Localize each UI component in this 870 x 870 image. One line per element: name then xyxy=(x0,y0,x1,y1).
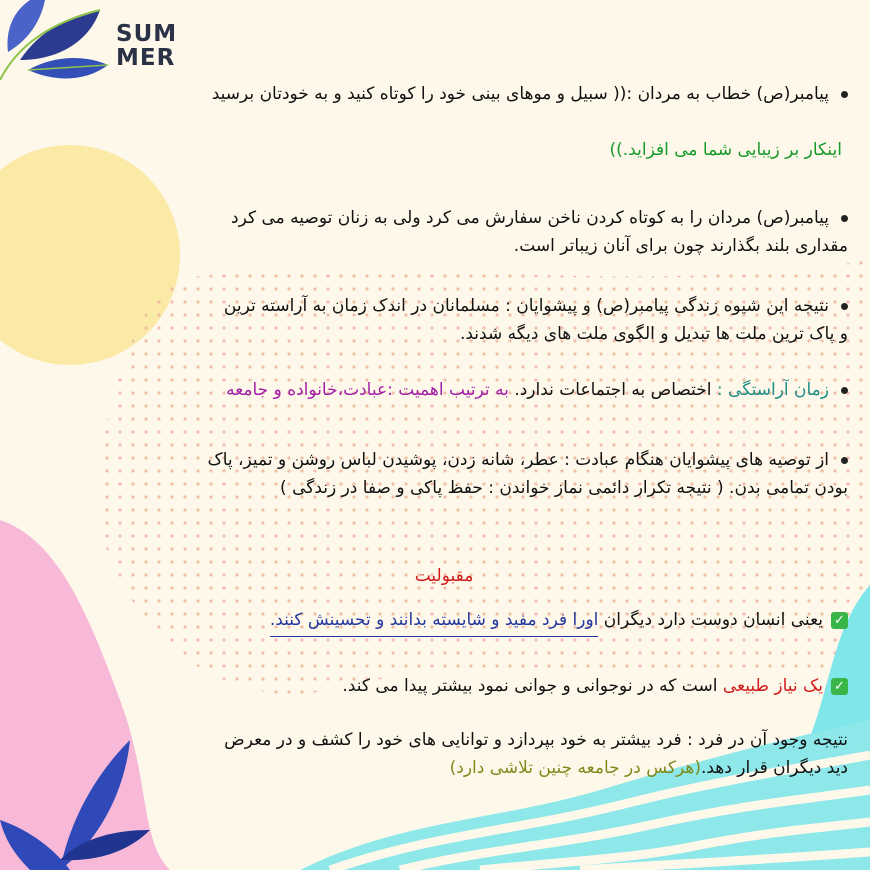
paragraph-2 xyxy=(40,204,848,260)
checklist-item-2-text: است که در نوجوانی و جوانی نمود بیشتر پیدا می کند. xyxy=(342,676,718,696)
section-title: مقبولیت xyxy=(414,566,474,586)
brand-logo xyxy=(116,22,177,70)
paragraph-1-text: پیامبر(ص) خطاب به مردان :(( سبیل و موهای بینی خود را کوتاه کنید و به خودتان برسید xyxy=(211,84,829,104)
paragraph-4 xyxy=(40,376,848,404)
paragraph-5-text: از توصیه های پیشوایان هنگام عبادت : عطر، شانه زدن، پوشیدن لباس روشن و تمیز، پاک xyxy=(207,450,829,470)
paragraph-3-line-1 xyxy=(40,292,848,320)
paragraph-3-text: نتیجه این شیوه زندگی پیامبر(ص) و پیشوایان : مسلمانان در اندک زمان به آراسته ترین xyxy=(223,296,829,316)
paragraph-4-label: زمان آراستگی : xyxy=(716,380,829,400)
brand-line-2: MER xyxy=(116,45,176,71)
paragraph-1-line-2: اینکار بر زیبایی شما می افزاید.)) xyxy=(609,140,842,160)
paragraph-5 xyxy=(40,446,848,502)
check-mark-icon: ✓ xyxy=(831,612,848,629)
bullet-icon xyxy=(841,457,848,464)
checklist-item-1 xyxy=(40,606,848,634)
check-mark-icon: ✓ xyxy=(831,678,848,695)
paragraph-6-line-1: نتیجه وجود آن در فرد : فرد بیشتر به خود بپردازد و توانایی های خود را کشف و در معرض xyxy=(224,730,848,750)
paragraph-1-line-1 xyxy=(40,80,848,108)
bullet-icon xyxy=(841,303,848,310)
bullet-icon xyxy=(841,387,848,394)
bullet-icon xyxy=(841,215,848,222)
paragraph-1 xyxy=(40,80,848,164)
checklist-item-1-text: یعنی انسان دوست دارد دیگران xyxy=(603,610,823,630)
bullet-icon xyxy=(841,91,848,98)
paragraph-6-highlight: (هرکس در جامعه چنین تلاشی دارد) xyxy=(449,758,701,778)
checklist-item-2-highlight: یک نیاز طبیعی xyxy=(722,676,823,696)
paragraph-5-line-2: بودن تمامی بدن. ( نتیجه تکرار دائمی نماز خواندن : حفظ پاکی و صفا در زندگی ) xyxy=(280,478,848,498)
brand-line-1: SUM xyxy=(116,21,178,47)
leaf-icon xyxy=(0,0,108,80)
paragraph-3-line-2: و پاک ترین ملت ها تبدیل و الگوی ملت های دیگه شدند. xyxy=(459,324,848,344)
paragraph-2-text: پیامبر(ص) مردان را به کوتاه کردن ناخن سفارش می کرد ولی به زنان توصیه می کرد xyxy=(231,208,829,228)
paragraph-2-line-2: مقداری بلند بگذارند چون برای آنان زیباتر است. xyxy=(513,236,848,256)
paragraph-4-order: به ترتیب اهمیت :عبادت،خانواده و جامعه xyxy=(226,380,509,400)
paragraph-4-text: اختصاص به اجتماعات ندارد. xyxy=(514,380,712,400)
paragraph-6 xyxy=(40,726,848,782)
paragraph-6-line-2 xyxy=(40,754,848,782)
paragraph-6-text: دید دیگران قرار دهد. xyxy=(700,758,848,778)
paragraph-5-line-1 xyxy=(40,446,848,474)
paragraph-2-line-1 xyxy=(40,204,848,232)
paragraph-3 xyxy=(40,292,848,348)
checklist-item-2 xyxy=(40,672,848,700)
checklist-item-1-highlight: اورا فرد مفید و شایسته بدانند و تحسینش کنند. xyxy=(270,610,599,637)
